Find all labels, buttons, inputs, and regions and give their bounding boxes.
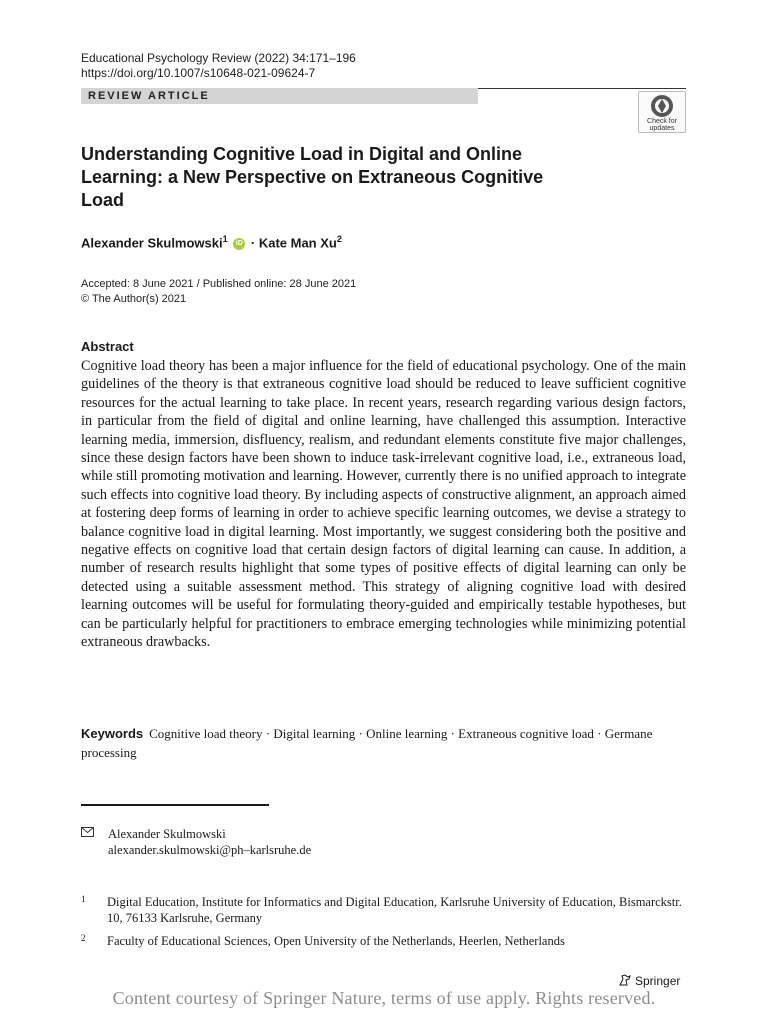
corresponding-author bbox=[81, 826, 311, 858]
copyright-line: © The Author(s) 2021 bbox=[81, 293, 187, 305]
author-list bbox=[81, 234, 342, 250]
courtesy-watermark: Content courtesy of Springer Nature, terms of use apply. Rights reserved. bbox=[112, 988, 656, 1008]
publication-dates bbox=[81, 277, 356, 307]
journal-line: Educational Psychology Review (2022) 34:171–196 bbox=[81, 51, 356, 65]
journal-citation bbox=[81, 51, 356, 81]
article-title: Understanding Cognitive Load in Digital and Online Learning: a New Perspective on Extraneous Cognitive Load bbox=[81, 144, 544, 210]
keywords-text: Cognitive load theory · Digital learning · Online learning · Extraneous cognitive load · Germane processing bbox=[81, 726, 653, 760]
publisher-mark bbox=[618, 973, 680, 988]
header-rule bbox=[478, 88, 686, 89]
dates-line: Accepted: 8 June 2021 / Published online: 28 June 2021 bbox=[81, 278, 357, 290]
doi-link[interactable]: https://doi.org/10.1007/s10648-021-09624-7 bbox=[81, 66, 316, 80]
contact-email[interactable]: alexander.skulmowski@ph–karlsruhe.de bbox=[108, 843, 312, 857]
affiliation-text: Digital Education, Institute for Informatics and Digital Education, Karlsruhe University of Education, Bismarckstr. 10, 76133 Karlsruhe, Germany bbox=[107, 895, 682, 925]
check-for-updates-badge[interactable] bbox=[638, 91, 686, 133]
abstract-heading: Abstract bbox=[81, 339, 134, 354]
orcid-icon[interactable]: iD bbox=[233, 238, 245, 250]
affiliation-1 bbox=[81, 894, 691, 926]
publisher-name: Springer bbox=[635, 974, 681, 988]
contact-name: Alexander Skulmowski bbox=[108, 827, 226, 841]
author-affil-ref: 1 bbox=[222, 234, 228, 244]
keywords-label: Keywords bbox=[81, 726, 144, 741]
abstract-text: Cognitive load theory has been a major influence for the field of educational psychology. One of the main guidelines of the theory is that extraneous cognitive load should be reduced to leave sufficient cognitive resources for the actual learning to take place. In recent years, research regarding various design factors, in particular from the field of digital and online learning, have challenged this assumption. Interactive learning media, immersion, disfluency, realism, and redundant elements constitute five major challenges, since these design factors have been shown to induce task-irrelevant cognitive load, i.e., extraneous load, while still promoting motivation and learning. However, currently there is no unified approach to integrate such effects into cognitive load theory. By including aspects of constructive alignment, an approach aimed at fostering deep forms of learning in order to achieve specific learning outcomes, we devise a strategy to balance cognitive load in digital learning. Most importantly, we suggest considering both the positive and negative effects on cognitive load that certain design factors of digital learning can cause. In addition, a number of research results highlight that some types of positive effects of digital learning can only be detected using a suitable assessment method. This strategy of aligning cognitive load with desired learning outcomes will be useful for formulating theory-guided and empirically testable hypotheses, but can be particularly helpful for practitioners to embrace emerging technologies while minimizing potential extraneous drawbacks. bbox=[81, 358, 686, 651]
check-for-updates-icon bbox=[649, 94, 675, 118]
author-name[interactable]: Alexander Skulmowski bbox=[81, 235, 223, 251]
envelope-icon bbox=[81, 827, 94, 837]
author-affil-ref: 2 bbox=[336, 234, 342, 244]
author-name[interactable]: Kate Man Xu bbox=[258, 235, 337, 251]
keywords bbox=[81, 724, 691, 762]
affiliation-number: 2 bbox=[81, 933, 86, 943]
springer-horse-icon bbox=[618, 973, 632, 987]
affiliation-2 bbox=[81, 933, 691, 949]
author-separator: · bbox=[247, 235, 259, 251]
article-type-bar: REVIEW ARTICLE bbox=[81, 88, 478, 104]
footnote-rule bbox=[81, 804, 269, 806]
affiliation-text: Faculty of Educational Sciences, Open University of the Netherlands, Heerlen, Netherlands bbox=[107, 934, 565, 948]
badge-line1: Check for bbox=[647, 118, 677, 125]
affiliation-number: 1 bbox=[81, 894, 86, 904]
badge-line2: updates bbox=[649, 125, 675, 132]
